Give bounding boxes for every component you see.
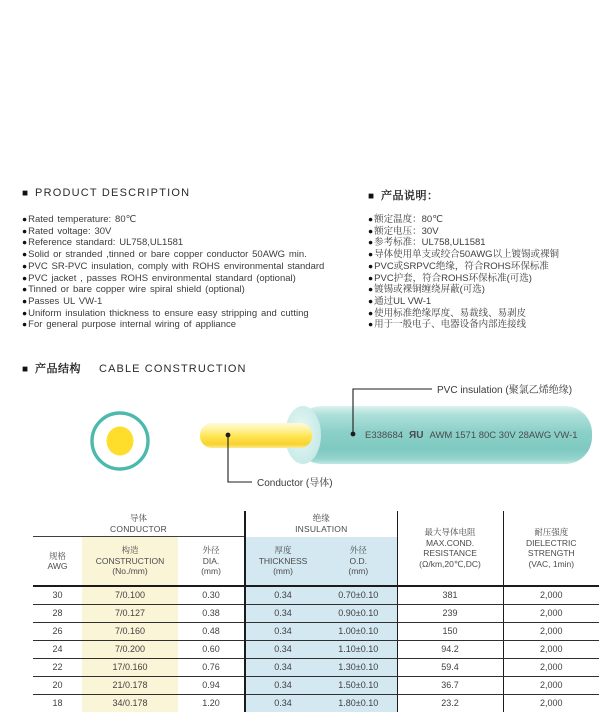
bullet-icon: ● [368,284,374,295]
bullet-icon: ● [368,272,374,283]
bullet-icon: ● [22,225,28,236]
list-item: ●Passes UL VW-1 [22,295,103,307]
conductor-label: Conductor (导体) [257,478,333,489]
conductor-group-header: 导体 CONDUCTOR [33,511,245,537]
product-notes-title: 产品说明： [381,190,439,202]
list-item: ●PVC或SRPVC绝缘，符合ROHS环保标准 [368,260,549,272]
cable-cross-section [92,413,148,469]
list-item: ●额定温度：80℃ [368,214,443,225]
table-row: 26 7/0.160 0.48 0.34 1.00±0.10 150 2,000 [33,623,599,641]
cable-construction-title-zh: 产品结构 [35,363,82,375]
list-item: ●Tinned or bare copper wire spiral shield (optional) [22,284,245,296]
bullet-icon: ● [368,319,374,330]
product-description-heading [22,187,190,199]
bullet-icon: ● [368,214,374,224]
bullet-icon: ● [368,307,374,318]
product-notes-heading [368,187,439,203]
bullet-icon: ● [368,237,374,248]
bullet-icon: ● [22,284,28,295]
dielectric-column-header: 耐压强度 DIELECTRIC STRENGTH (VAC, 1min) [503,511,599,586]
square-bullet-icon: ■ [368,191,375,202]
product-description-list [22,214,324,331]
list-item: ●参考标准：UL758,UL1581 [368,237,486,249]
list-item: ●PVC jacket , passes ROHS environmental standard (optional) [22,272,296,284]
list-item: ●PVC SR-PVC insulation, comply with ROHS environmental standard [22,260,325,272]
list-item: ●用于一般电子、电器设备内部连接线 [368,319,527,331]
table-row: 24 7/0.200 0.60 0.34 1.10±0.10 94.2 2,000 [33,641,599,659]
product-notes-list [368,214,559,331]
bullet-icon: ● [22,249,28,260]
table-row: 22 17/0.160 0.76 0.34 1.30±0.10 59.4 2,000 [33,659,599,677]
table-row: 28 7/0.127 0.38 0.34 0.90±0.10 239 2,000 [33,605,599,623]
od-column-header: 外径 O.D. (mm) [320,537,397,587]
table-row: 30 7/0.100 0.30 0.34 0.70±0.10 381 2,000 [33,586,599,605]
bullet-icon: ● [368,295,374,306]
spec-table [33,511,599,712]
thickness-column-header: 厚度 THICKNESS (mm) [245,537,320,587]
bullet-icon: ● [22,319,28,330]
insulation-group-header: 绝缘 INSULATION [245,511,397,537]
cable-diagram [0,375,603,515]
bullet-icon: ● [22,260,28,271]
table-row: 18 34/0.178 1.20 0.34 1.80±0.10 23.2 2,000 [33,695,599,713]
list-item: ●Rated voltage: 30V [22,225,112,237]
bullet-icon: ● [22,307,28,318]
conductor-core [107,427,134,456]
conductor-rod [200,423,312,448]
square-bullet-icon: ■ [22,364,29,375]
list-item: ●使用标准绝缘厚度、易裁线、易剥皮 [368,307,527,319]
list-item: ●PVC护套，符合ROHS环保标准(可选) [368,272,532,284]
cable-construction-title-en: CABLE CONSTRUCTION [99,363,247,375]
bullet-icon: ● [368,260,374,271]
list-item: ●Uniform insulation thickness to ensure easy stripping and cutting [22,307,309,319]
table-row: 20 21/0.178 0.94 0.34 1.50±0.10 36.7 2,000 [33,677,599,695]
resistance-column-header: 最大导体电阻 MAX.COND. RESISTANCE (Ω/km,20℃,DC) [397,511,503,586]
list-item: ●Rated temperature: 80℃ [22,214,137,225]
square-bullet-icon: ■ [22,188,29,199]
list-item: ●Reference standard: UL758,UL1581 [22,237,184,249]
bullet-icon: ● [368,249,374,260]
awg-column-header: 规格 AWG [33,537,82,587]
pvc-insulation-label: PVC insulation (聚氯乙烯绝缘) [437,385,573,396]
bullet-icon: ● [368,225,374,236]
list-item: ●镀锡或裸铜缠绕屏蔽(可选) [368,284,485,296]
ul-recognized-mark: ЯU [409,430,424,441]
bullet-icon: ● [22,272,28,283]
dia-column-header: 外径 DIA. (mm) [178,537,245,587]
list-item: ●For general purpose internal wiring of appliance [22,319,237,331]
list-item: ●导体使用单支或绞合50AWG以上镀锡或裸铜 [368,249,560,261]
list-item: ●Solid or stranded ,tinned or bare copper conductor 50AWG min. [22,249,307,261]
product-description-title: PRODUCT DESCRIPTION [35,187,191,199]
cable-side-view [200,406,592,464]
bullet-icon: ● [22,214,28,224]
cable-construction-heading [22,360,247,376]
bullet-icon: ● [22,295,28,306]
list-item: ●通过UL VW-1 [368,295,432,307]
list-item: ●额定电压：30V [368,225,439,237]
cable-print-text: E338684 ЯU AWM 1571 80C 30V 28AWG VW-1 [365,430,578,441]
bullet-icon: ● [22,237,28,248]
construction-column-header: 构造 CONSTRUCTION (No./mm) [82,537,178,587]
